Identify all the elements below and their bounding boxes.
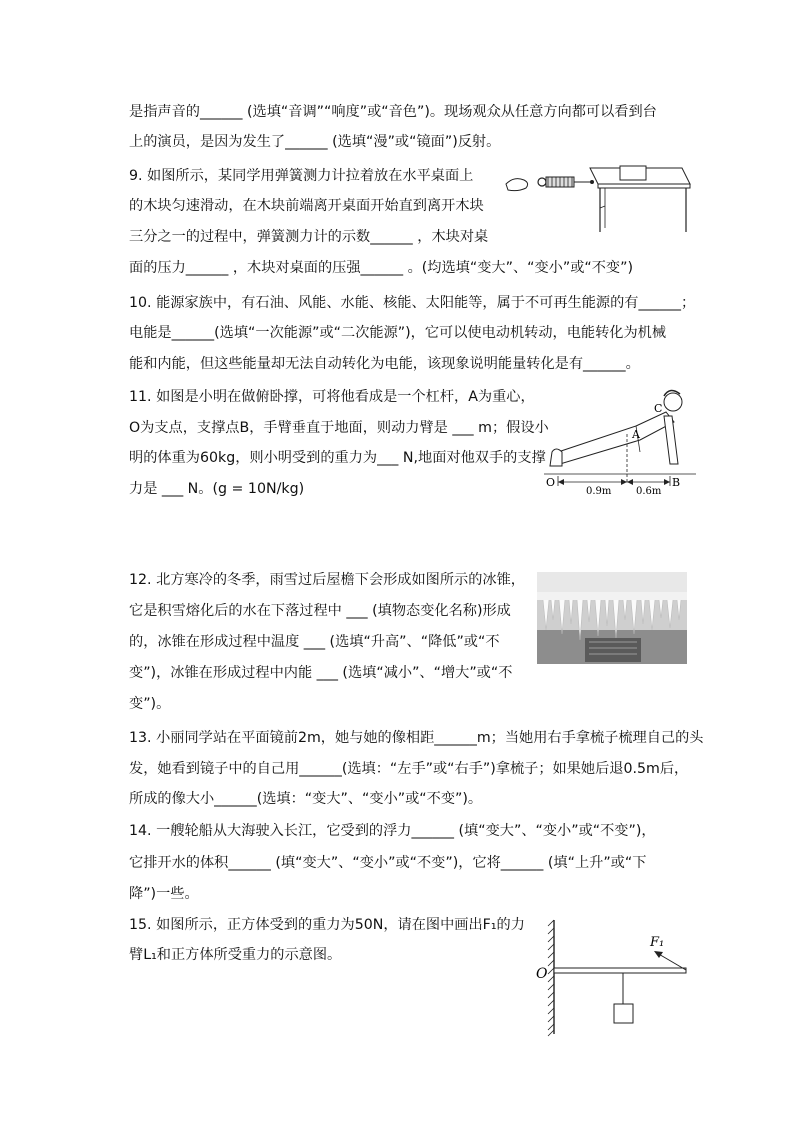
q12-line-5: 变”)。	[129, 696, 171, 712]
q9-figure-spring-scale-table	[502, 162, 692, 234]
q15-figure-lever	[532, 916, 692, 1038]
q12-figure-icicles-photo	[537, 572, 687, 664]
q12-line-2: 它是积雪熔化后的水在下落过程中 ___ (填物态变化名称)形成	[129, 603, 511, 619]
q11-label-b: B	[672, 476, 681, 489]
q10-line-3: 能和内能，但这些能量却无法自动转化为电能，该现象说明能量转化是有______。	[129, 356, 640, 372]
q15-label-f1: F₁	[650, 935, 665, 950]
q14-line-1: 14. 一艘轮船从大海驶入长江，它受到的浮力______ (填“变大”、“变小”或“不变”)，	[129, 823, 656, 839]
q11-line-3: 明的体重为60kg，则小明受到的重力为___ N,地面对他双手的支撑	[129, 450, 546, 466]
q11-dim-1: 0.9m	[586, 486, 612, 497]
q10-line-1: 10. 能源家族中，有石油、风能、水能、核能、太阳能等，属于不可再生能源的有______；	[129, 295, 696, 311]
q9-line-3: 三分之一的过程中，弹簧测力计的示数______ ，木块对桌	[129, 229, 489, 245]
q11-dim-2: 0.6m	[636, 486, 662, 497]
q11-line-1: 11. 如图是小明在做俯卧撑，可将他看成是一个杠杆，A为重心，	[129, 389, 535, 405]
q12-line-1: 12. 北方寒冷的冬季，雨雪过后屋檐下会形成如图所示的冰锥，	[129, 572, 525, 588]
q11-label-a: A	[632, 428, 640, 441]
q8-line-2: 上的演员，是因为发生了______ (选填“漫”或“镜面”)反射。	[129, 134, 501, 150]
q13-line-2: 发，她看到镜子中的自己用______(选填：“左手”或“右手”)拿梳子；如果她后退0.5m后，	[129, 761, 689, 777]
q11-figure-pushup	[540, 382, 700, 497]
q12-line-3: 的，冰锥在形成过程中温度 ___ (选填“升高”、“降低”或“不	[129, 634, 500, 650]
q9-line-2: 的木块匀速滑动，在木块前端离开桌面开始直到离开木块	[129, 198, 484, 214]
q13-line-3: 所成的像大小______(选填：“变大”、“变小”或“不变”)。	[129, 791, 483, 807]
q11-label-c: C	[654, 402, 663, 415]
q9-line-1: 9. 如图所示，某同学用弹簧测力计拉着放在水平桌面上	[129, 168, 474, 184]
q12-line-4: 变”)，冰锥在形成过程中内能 ___ (选填“减小”、“增大”或“不	[129, 665, 513, 681]
q9-line-4: 面的压力______ ，木块对桌面的压强______ 。(均选填“变大”、“变小”或“不变”)	[129, 260, 634, 276]
q15-label-o: O	[536, 966, 548, 982]
q8-line-1: 是指声音的______ (选填“音调”“响度”或“音色”)。现场观众从任意方向都可以看到台	[129, 104, 657, 120]
q10-line-2: 电能是______(选填“一次能源”或“二次能源”)，它可以使电动机转动，电能转化为机械	[129, 325, 667, 341]
q15-line-1: 15. 如图所示，正方体受到的重力为50N，请在图中画出F₁的力	[129, 917, 525, 933]
q15-line-2: 臂L₁和正方体所受重力的示意图。	[129, 947, 342, 963]
q11-line-4: 力是 ___ N。(g = 10N/kg)	[129, 481, 305, 497]
q14-line-2: 它排开水的体积______ (填“变大”、“变小”或“不变”)，它将______ (填“上升”或“下	[129, 855, 647, 871]
q11-line-2: O为支点，支撑点B，手臂垂直于地面，则动力臂是 ___ m；假设小	[129, 420, 549, 436]
q11-label-o: O	[546, 476, 556, 489]
q14-line-3: 降”)一些。	[129, 886, 199, 902]
q13-line-1: 13. 小丽同学站在平面镜前2m，她与她的像相距______m；当她用右手拿梳子梳理自己的头	[129, 730, 704, 746]
